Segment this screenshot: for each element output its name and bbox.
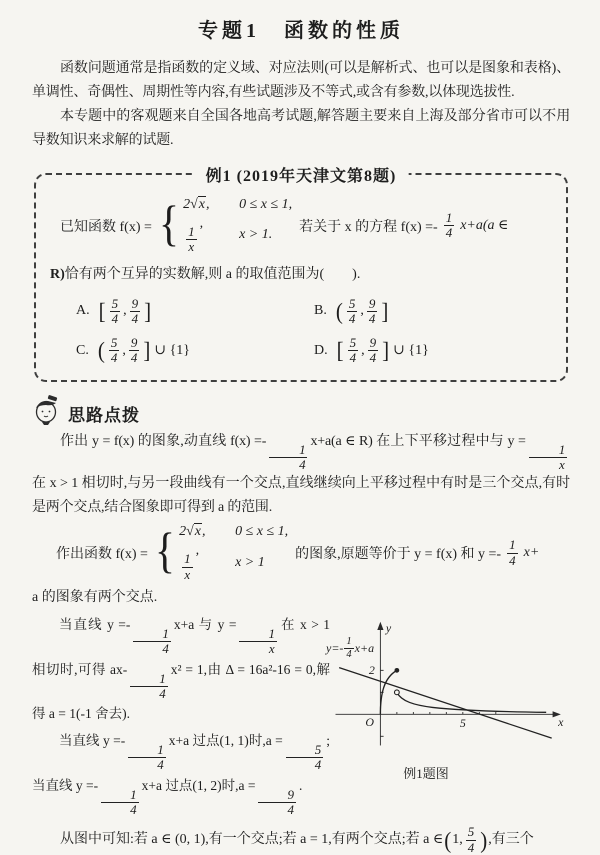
piecewise-function — [155, 524, 288, 582]
fraction: 1 4 — [346, 635, 352, 660]
fraction: 5 4 — [110, 335, 118, 366]
example-problem-formula — [60, 195, 552, 257]
fraction: 5 4 — [111, 295, 119, 326]
hint-formula: 作出函数 f(x) = { 2√x, 0 ≤ x ≤ 1, $\frac{1}{x}$ , x > 1 的图象,原题等价于 y = f(x) 和 y =- 1 4 x+ — [56, 524, 540, 582]
sqrt-symbol: √ — [190, 197, 198, 212]
piecewise-row-2: $\frac{1}{x}$ , x > 1 — [184, 543, 265, 582]
example-header: 例1 (2019年天津文第8题) — [194, 163, 409, 186]
line-equation-label: y=- 1 4 x+a — [326, 635, 375, 660]
fraction: 9 4 — [130, 335, 138, 366]
fraction: $\frac{1}{x}$ — [188, 224, 195, 255]
option-d: D. [ 5 4 , 9 4 ] ∪ {1} — [314, 335, 429, 366]
solution-paragraph-1: 当直线 y =- $\frac{1}{4}$ x+a 与 y = $\frac{1}{x}$ 在 x > 1 相切时,可得 ax- $\frac{1}{4}$ x² = 1,由 Δ = 16a²-16 = 0,解得 a = 1(-1 舍去). — [32, 616, 330, 722]
question-line-2: R)恰有两个互异的实数解,则 a 的取值范围为( ). — [50, 266, 361, 282]
solution-and-figure — [32, 612, 570, 819]
fraction: 9 4 — [369, 335, 377, 366]
fraction: 9 4 — [368, 295, 376, 326]
known-prefix: 已知函数 f(x) = — [60, 219, 152, 235]
fraction: $\frac{1}{x}$ — [529, 443, 567, 473]
condition-1: 0 ≤ x ≤ 1, — [235, 524, 289, 540]
piecewise-row-1: 2√x, 0 ≤ x ≤ 1, — [183, 197, 293, 212]
hint-paragraph-1: 作出 y = f(x) 的图象,动直线 f(x) =- $\frac{1}{4}$ x+a(a ∈ R) 在上下平移过程中与 y = $\frac{1}{x}$ 在 x > 1 相切时,与另一段曲线有一个交点,直线继续向上平移过程中有时是三个交点,有时是两个交点,结合图象即可得到 a 的范围. — [32, 433, 570, 516]
fraction: $\frac{1}{x}$ — [184, 551, 191, 582]
fraction: $\frac{1}{4}$ — [269, 443, 307, 473]
closed-endpoint-dot — [394, 668, 399, 673]
intro-paragraph-2: 本专题中的客观题来自全国各地高考试题,解答题主要来自上海及部分省市可以不用导数知识来求解的试题. — [32, 109, 570, 148]
set-R: R) — [50, 266, 65, 282]
condition-2: x > 1. — [239, 227, 273, 243]
example-box — [34, 168, 568, 382]
question-part-1: 若关于 x 的方程 f(x) =- — [299, 219, 438, 235]
question-part-2: x+a(a ∈ — [460, 218, 509, 234]
hint-paragraph-2-tail: a 的图象有两个交点. — [32, 589, 158, 605]
page-title: 专题1 函数的性质 — [198, 20, 404, 42]
solution-paragraph-2: 当直线 y =- $\frac{1}{4}$ x+a 过点(1, 1)时,a = $\frac{5}{4}$ ; 当直线 y =- $\frac{1}{4}$ x+a 过点(1, 2)时,a = $\frac{9}{4}$ . — [32, 733, 331, 818]
brace-symbol: { — [154, 524, 176, 580]
fraction: $\frac{1}{4}$ — [133, 627, 171, 657]
condition-1: 0 ≤ x ≤ 1, — [239, 197, 293, 212]
brace-symbol: { — [158, 197, 180, 252]
example-figure — [326, 612, 570, 819]
intro-paragraph-1: 函数问题通常是指函数的定义域、对应法则(可以是解析式、也可以是图象和表格)、单调性、奇偶性、周期性等内容,有些试题涉及不等式,或含有参数,以体现选拔性. — [32, 61, 570, 100]
option-a: A. [ 5 4 , 9 4 ] — [76, 295, 152, 326]
open-endpoint-circle — [394, 690, 399, 695]
sqrt-symbol: √ — [186, 524, 194, 540]
y-axis-label: y — [385, 620, 392, 635]
fraction: $\frac{5}{4}$ — [286, 743, 324, 773]
x-axis-label: x — [558, 715, 564, 730]
option-b: B. ( 5 4 , 9 4 ] — [314, 295, 389, 326]
option-c: C. ( 5 4 , 9 4 ] ∪ {1} — [76, 335, 191, 366]
fraction: $\frac{9}{4}$ — [258, 788, 296, 818]
solution-text — [32, 612, 330, 819]
hint-header — [32, 394, 570, 426]
options-grid — [76, 297, 552, 366]
x-tick-5: 5 — [459, 716, 466, 731]
fraction: 1 4 — [509, 537, 516, 568]
hint-section — [32, 394, 570, 610]
piecewise-row-1: 2√x, 0 ≤ x ≤ 1, — [179, 524, 289, 540]
fraction: 9 4 — [131, 295, 139, 326]
origin-label: O — [365, 715, 374, 730]
figure-caption: 例1题图 — [403, 765, 449, 781]
fraction: 5 4 — [349, 335, 357, 366]
fraction: $\frac{1}{4}$ — [101, 788, 139, 818]
fraction: 5 4 — [348, 295, 356, 326]
fraction: $\frac{1}{4}$ — [130, 672, 168, 702]
student-face-icon — [32, 394, 62, 426]
fraction: 1 4 — [445, 210, 453, 241]
condition-2: x > 1 — [235, 554, 265, 570]
piecewise-function — [159, 197, 292, 255]
fraction: 5 4 — [467, 824, 475, 855]
fraction: $\frac{1}{x}$ — [239, 627, 277, 657]
hint-title: 思路点拨 — [68, 405, 140, 425]
y-tick-2: 2 — [368, 662, 375, 677]
conclusion-line: 从图中可知:若 a ∈ (0, 1),有一个交点;若 a = 1,有两个交点;若 a ∈ ( 1, 5 4 ) ,有三个 — [60, 824, 534, 855]
fraction: $\frac{1}{4}$ — [128, 743, 166, 773]
piecewise-row-2: $\frac{1}{x}$ , x > 1. — [188, 216, 273, 255]
